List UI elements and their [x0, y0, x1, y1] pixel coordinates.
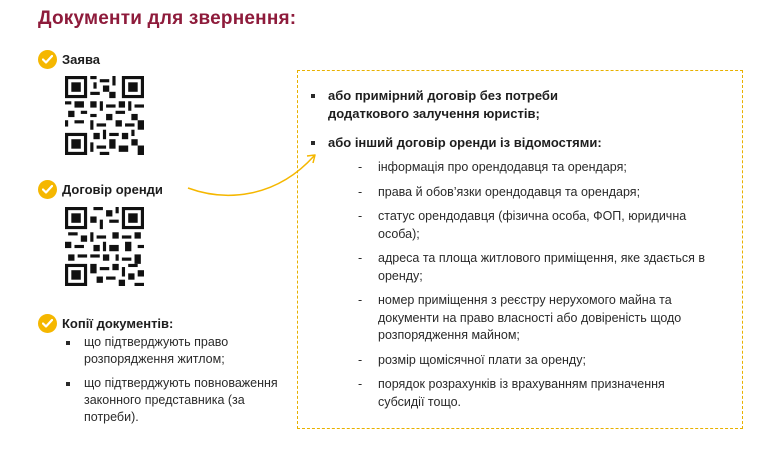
list-item: - права й обов’язки орендодавця та орендаря;	[352, 184, 712, 202]
list-item: - адреса та площа житлового приміщення, яке здається в оренду;	[352, 250, 708, 285]
check-icon	[38, 50, 57, 69]
list-item: - порядок розрахунків із врахуванням призначення субсидії тощо.	[352, 376, 678, 411]
copies-label: Копії документів:	[62, 316, 174, 331]
lease-option-sample: або примірний договір без потреби додаткового залучення юристів;	[328, 87, 638, 123]
list-item: - інформація про орендодавця та орендаря;	[352, 159, 712, 177]
qr-code-icon[interactable]	[65, 207, 144, 286]
list-item: що підтверджують повноваження законного представника (за потреби).	[62, 375, 292, 426]
list-item: - статус орендодавця (фізична особа, ФОП, юридична особа);	[352, 208, 708, 243]
list-item: що підтверджують право розпорядження житлом;	[62, 334, 292, 368]
application-label: Заява	[62, 52, 101, 67]
check-icon	[38, 314, 57, 333]
lease-details-list	[352, 159, 712, 418]
lease-label: Договір оренди	[62, 182, 163, 197]
copies-list	[62, 334, 292, 433]
lease-option-other: або інший договір оренди із відомостями:	[328, 134, 638, 152]
qr-code-icon[interactable]	[65, 76, 144, 155]
list-item: - номер приміщення з реєстру нерухомого майна та документи на право власності або довіреність щодо розпорядження майном;	[352, 292, 712, 345]
page-title: Документи для звернення:	[38, 8, 297, 29]
list-item: - розмір щомісячної плати за оренду;	[352, 352, 712, 370]
check-icon	[38, 180, 57, 199]
